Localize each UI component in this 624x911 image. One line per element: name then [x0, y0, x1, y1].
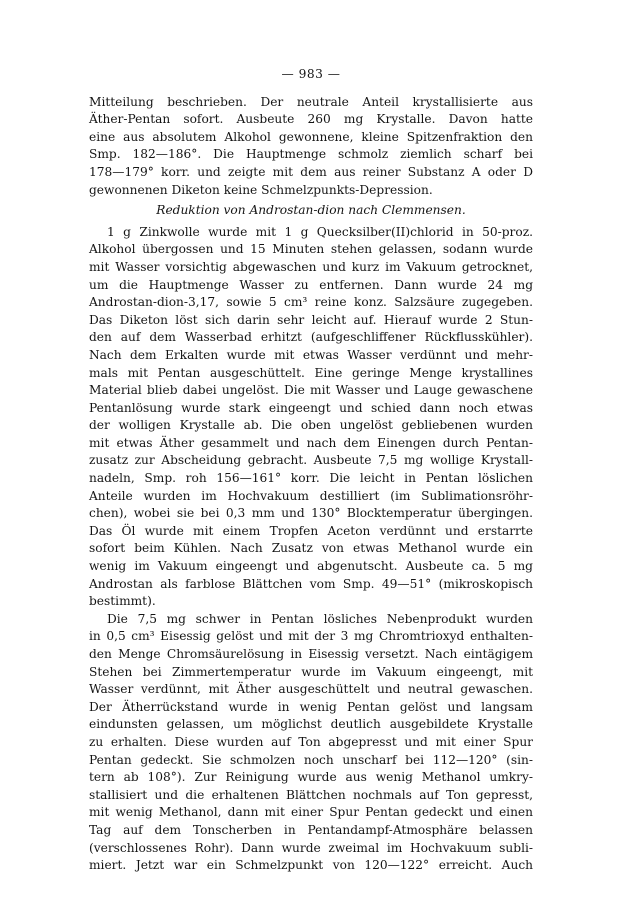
text-line: Smp. 182—186°. Die Hauptmenge schmolz ziemlich scharf bei: [89, 147, 533, 162]
text-line: Pentanlösung wurde stark eingeengt und schied dann noch etwas: [89, 400, 533, 415]
text-line: Androstan-dion-3,17, sowie 5 cm³ reine konz. Salzsäure zugegeben.: [89, 295, 533, 310]
text-line: in 0,5 cm³ Eisessig gelöst und mit der 3 mg Chromtrioxyd enthalten-: [89, 629, 533, 644]
text-line: Äther-Pentan sofort. Ausbeute 260 mg Krystalle. Davon hatte: [89, 112, 533, 127]
text-line: Der Ätherrückstand wurde in wenig Pentan gelöst und langsam: [89, 699, 533, 714]
text-line: mit Wasser vorsichtig abgewaschen und kurz im Vakuum getrocknet,: [89, 259, 533, 274]
text-line: (verschlossenes Rohr). Dann wurde zweimal im Hochvakuum subli-: [89, 840, 533, 855]
text-line: 178—179° korr. und zeigte mit dem aus reiner Substanz A oder D: [89, 164, 533, 179]
text-line: den auf dem Wasserbad erhitzt (aufgeschliffener Rückflusskühler).: [89, 330, 533, 345]
paragraph-continued: [89, 94, 533, 200]
text-line: Die 7,5 mg schwer in Pentan lösliches Nebenprodukt wurden: [107, 611, 533, 626]
text-line: Anteile wurden im Hochvakuum destilliert (im Sublimationsröhr-: [89, 488, 533, 503]
text-line: Nach dem Erkalten wurde mit etwas Wasser verdünnt und mehr-: [89, 347, 533, 362]
section-heading: Reduktion von Androstan-dion nach Clemmensen.: [156, 203, 466, 218]
text-line: Mitteilung beschrieben. Der neutrale Anteil krystallisierte aus: [89, 94, 533, 109]
text-line: tern ab 108°). Zur Reinigung wurde aus wenig Methanol umkry-: [89, 770, 533, 785]
text-line: nadeln, Smp. roh 156—161° korr. Die leicht in Pentan löslichen: [89, 471, 533, 486]
text-line: mit etwas Äther gesammelt und nach dem Einengen durch Pentan-: [89, 435, 533, 450]
text-line: miert. Jetzt war ein Schmelzpunkt von 120—122° erreicht. Auch: [89, 858, 533, 873]
text-line: chen), wobei sie bei 0,3 mm und 130° Blocktemperatur übergingen.: [89, 506, 533, 521]
page-number: — 983 —: [281, 67, 341, 81]
text-line: 1 g Zinkwolle wurde mit 1 g Quecksilber(II)chlorid in 50-proz.: [107, 224, 533, 239]
text-line: wenig im Vakuum eingeengt und abgenutscht. Ausbeute ca. 5 mg: [89, 559, 533, 574]
paragraph-clemmensen-procedure: [89, 224, 533, 611]
text-line: bestimmt).: [89, 594, 156, 609]
text-line: Stehen bei Zimmertemperatur wurde im Vakuum eingeengt, mit: [89, 664, 533, 679]
document-page: [89, 66, 533, 875]
text-line: eindunsten gelassen, um möglichst deutlich ausgebildete Krystalle: [89, 717, 533, 732]
text-line: sofort beim Kühlen. Nach Zusatz von etwas Methanol wurde ein: [89, 541, 533, 556]
text-line: den Menge Chromsäurelösung in Eisessig versetzt. Nach eintägigem: [89, 647, 533, 661]
text-line: Wasser verdünnt, mit Äther ausgeschüttelt und neutral gewaschen.: [89, 682, 533, 697]
text-line: Das Öl wurde mit einem Tropfen Aceton verdünnt und erstarrte: [89, 523, 533, 538]
text-line: mals mit Pentan ausgeschüttelt. Eine geringe Menge krystallines: [89, 365, 533, 380]
text-line: der wolligen Krystalle ab. Die oben ungelöst gebliebenen wurden: [89, 418, 533, 433]
text-line: Material blieb dabei ungelöst. Die mit Wasser und Lauge gewaschene: [89, 383, 533, 398]
text-line: um die Hauptmenge Wasser zu entfernen. Dann wurde 24 mg: [89, 277, 533, 292]
text-line: zusatz zur Abscheidung gebracht. Ausbeute 7,5 mg wollige Krystall-: [89, 453, 533, 468]
text-line: stallisiert und die erhaltenen Blättchen nochmals auf Ton gepresst,: [89, 787, 533, 802]
text-line: Das Diketon löst sich darin sehr leicht auf. Hierauf wurde 2 Stun-: [89, 312, 533, 327]
paragraph-byproduct-oxidation: [89, 611, 533, 875]
text-line: Alkohol übergossen und 15 Minuten stehen gelassen, sodann wurde: [89, 242, 533, 257]
text-line: Tag auf dem Tonscherben in Pentandampf-Atmosphäre belassen: [89, 822, 533, 837]
text-line: mit wenig Methanol, dann mit einer Spur Pentan gedeckt und einen: [89, 805, 533, 820]
text-line: gewonnenen Diketon keine Schmelzpunkts-Depression.: [89, 182, 433, 197]
text-line: eine aus absolutem Alkohol gewonnene, kleine Spitzenfraktion den: [89, 129, 533, 144]
text-line: Pentan gedeckt. Sie schmolzen noch unscharf bei 112—120° (sin-: [89, 752, 533, 767]
text-line: zu erhalten. Diese wurden auf Ton abgepresst und mit einer Spur: [89, 734, 533, 749]
text-line: Androstan als farblose Blättchen vom Smp. 49—51° (mikroskopisch: [89, 576, 533, 591]
